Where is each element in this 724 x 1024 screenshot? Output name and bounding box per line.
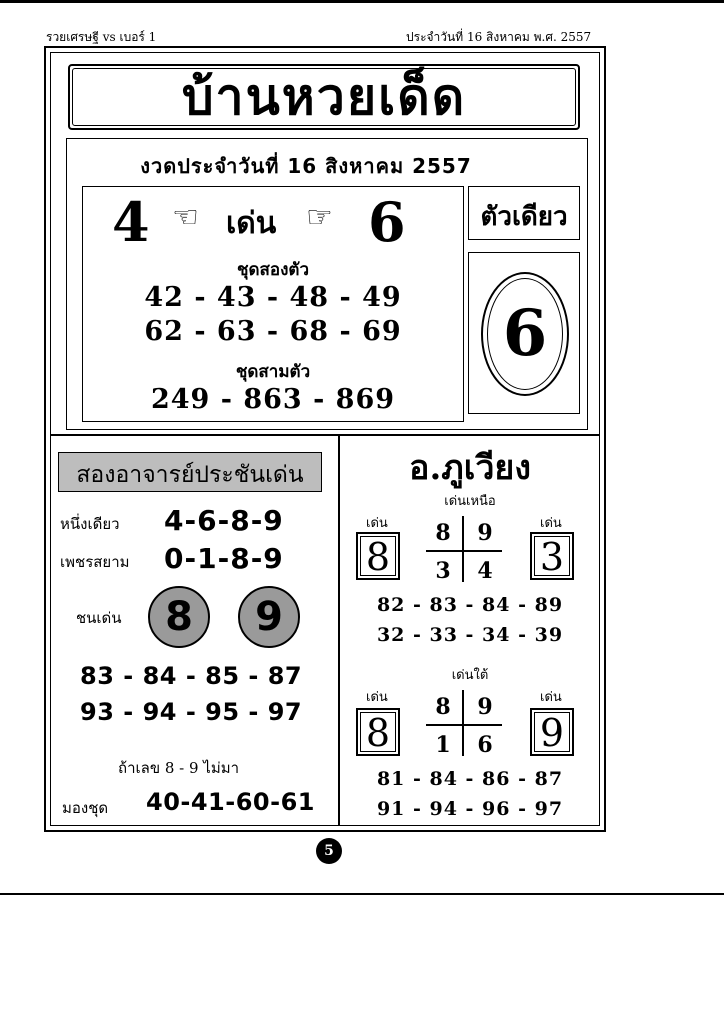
lower-left-box-digit: 8 bbox=[360, 712, 396, 752]
header-left: รวยเศรษฐี vs เบอร์ 1 bbox=[46, 30, 157, 44]
set-row-1: 83 - 84 - 85 - 87 bbox=[80, 662, 303, 690]
page-title: บ้านหวยเด็ด bbox=[181, 68, 467, 126]
single-digit: 6 bbox=[502, 296, 548, 371]
upper-right-box bbox=[530, 532, 574, 580]
upper-row-2: 32 - 33 - 34 - 39 bbox=[376, 624, 564, 646]
lower-row-2: 91 - 94 - 96 - 97 bbox=[376, 798, 564, 820]
upper-grid-br: 4 bbox=[477, 558, 493, 584]
lower-left-tag: เด่น bbox=[366, 690, 388, 705]
lower-right-box bbox=[530, 708, 574, 756]
two-digit-row-1: 42 - 43 - 48 - 49 bbox=[144, 282, 402, 313]
lower-grid-tr: 9 bbox=[477, 694, 493, 720]
upper-left-tag: เด่น bbox=[366, 516, 388, 531]
bottom-rule bbox=[0, 893, 724, 895]
lower-grid-vertical bbox=[462, 690, 464, 756]
ball-1: 8 bbox=[148, 586, 210, 648]
lower-right-box-digit: 9 bbox=[534, 712, 570, 752]
lower-row-1: 81 - 84 - 86 - 87 bbox=[376, 768, 564, 790]
row2-label: เพชรสยาม bbox=[60, 553, 130, 571]
hot-right-digit: 6 bbox=[368, 190, 406, 254]
ball-2: 9 bbox=[238, 586, 300, 648]
hot-word: เด่น bbox=[226, 206, 277, 241]
view-label: มองชุด bbox=[62, 799, 109, 817]
draw-title: งวดประจำวันที่ 16 สิงหาคม 2557 bbox=[140, 154, 472, 178]
upper-left-box-digit: 8 bbox=[360, 536, 396, 576]
upper-right-tag: เด่น bbox=[540, 516, 562, 531]
hot-left-digit: 4 bbox=[112, 190, 150, 254]
header-right: ประจำวันที่ 16 สิงหาคม พ.ศ. 2557 bbox=[406, 30, 592, 44]
lower-grid-bl: 1 bbox=[435, 732, 451, 758]
note: ถ้าเลข 8 - 9 ไม่มา bbox=[118, 759, 240, 777]
lower-grid-br: 6 bbox=[477, 732, 493, 758]
balls-label: ชนเด่น bbox=[76, 609, 122, 627]
upper-left-box bbox=[356, 532, 400, 580]
three-digit-row: 249 - 863 - 869 bbox=[150, 384, 396, 415]
hand-left-icon: ☜ bbox=[172, 200, 199, 235]
section-divider bbox=[51, 434, 599, 436]
upper-grid-horizontal bbox=[426, 550, 502, 552]
upper-grid-tl: 8 bbox=[435, 520, 451, 546]
lower-right-tag: เด่น bbox=[540, 690, 562, 705]
set-row-2: 93 - 94 - 95 - 97 bbox=[80, 698, 303, 726]
upper-row-1: 82 - 83 - 84 - 89 bbox=[376, 594, 564, 616]
page-number: 5 bbox=[316, 838, 342, 864]
lower-left-box bbox=[356, 708, 400, 756]
upper-label: เด่นเหนือ bbox=[444, 494, 496, 509]
lower-grid-horizontal bbox=[426, 724, 502, 726]
banner-text: สองอาจารย์ประชันเด่น bbox=[76, 462, 304, 488]
top-rule bbox=[0, 0, 724, 3]
three-digit-label: ชุดสามตัว bbox=[235, 362, 311, 382]
row1-value: 4-6-8-9 bbox=[164, 504, 284, 537]
row1-label: หนึ่งเดียว bbox=[60, 515, 120, 533]
upper-grid-vertical bbox=[462, 516, 464, 582]
upper-grid-tr: 9 bbox=[477, 520, 493, 546]
right-title: อ.ภูเวียง bbox=[409, 448, 531, 488]
two-digit-label: ชุดสองตัว bbox=[236, 260, 310, 280]
lower-label: เด่นใต้ bbox=[451, 668, 489, 683]
two-digit-row-2: 62 - 63 - 68 - 69 bbox=[144, 316, 402, 347]
upper-right-box-digit: 3 bbox=[534, 536, 570, 576]
single-label: ตัวเดียว bbox=[480, 202, 568, 232]
hand-right-icon: ☞ bbox=[306, 200, 333, 235]
upper-grid-bl: 3 bbox=[435, 558, 451, 584]
view-value: 40-41-60-61 bbox=[146, 788, 315, 816]
row2-value: 0-1-8-9 bbox=[164, 542, 284, 575]
lower-grid-tl: 8 bbox=[435, 694, 451, 720]
